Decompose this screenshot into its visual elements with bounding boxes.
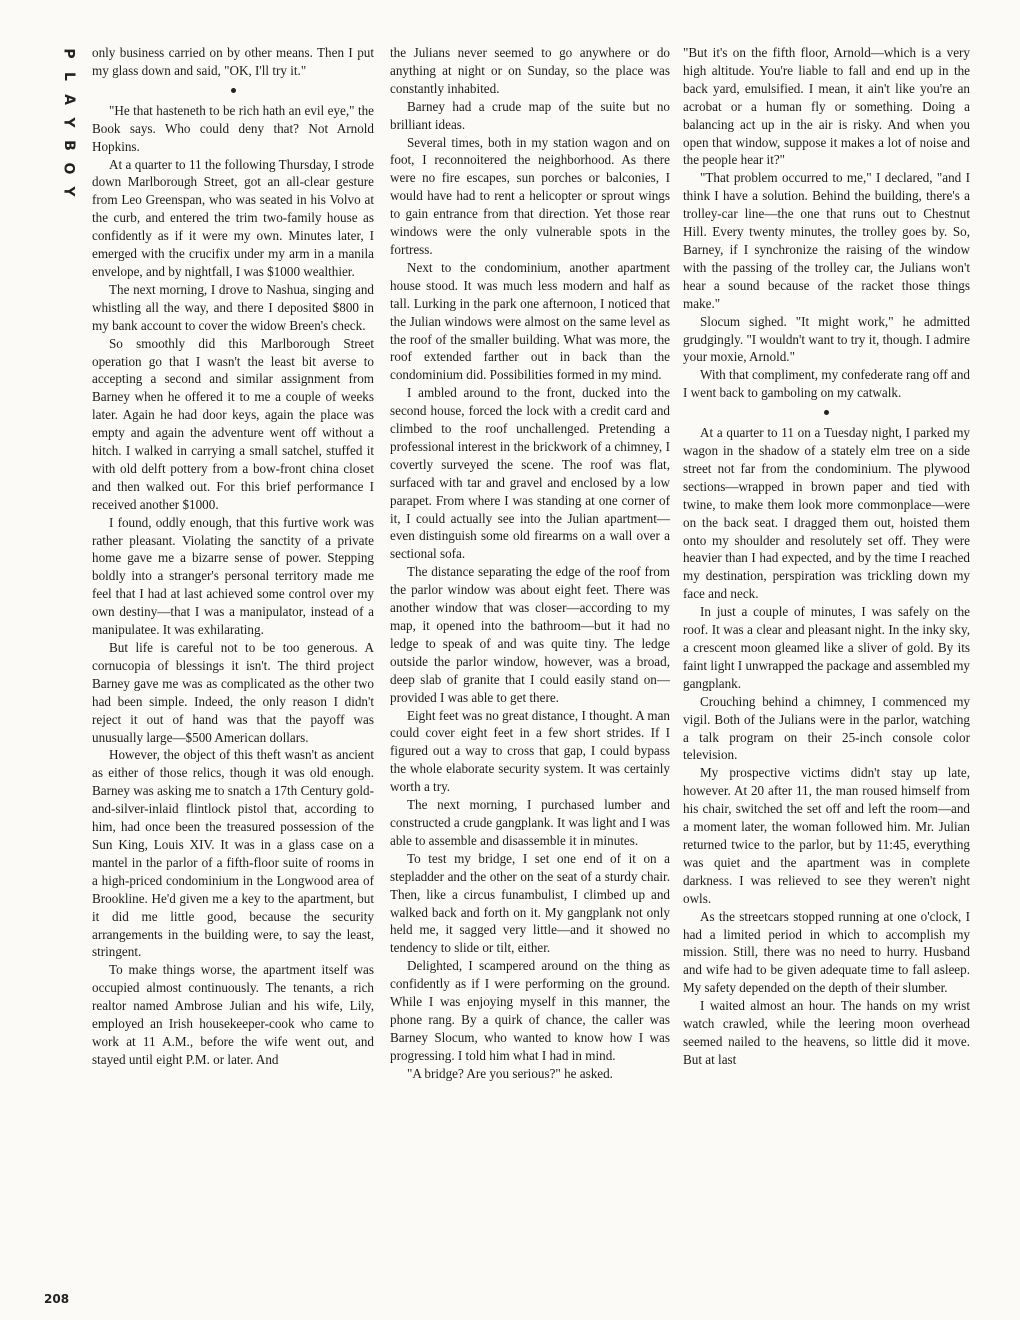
masthead-letter: Y <box>60 117 77 128</box>
paragraph: To test my bridge, I set one end of it on a stepladder and the other on the seat of a sturdy chair. Then, like a circus funambulist, I climbed up and walked back and forth on it. My gangplank not only held me, it sagged very little—and it showed no tendency to slide or tilt, either. <box>390 850 670 956</box>
paragraph: As the streetcars stopped running at one o'clock, I had a limited period in which to accomplish my mission. Still, there was no need to hurry. Husband and wife had to be given adequate time to fall asleep. My safety depended on the depth of their slumber. <box>683 908 970 996</box>
paragraph: Eight feet was no great distance, I thought. A man could cover eight feet in a few short strides. If I figured out a way to cross that gap, I could bypass the whole elaborate security system. It was certainly worth a try. <box>390 707 670 795</box>
paragraph: Slocum sighed. "It might work," he admitted grudgingly. "I wouldn't want to try it, though. I admire your moxie, Arnold." <box>683 313 970 365</box>
paragraph: "A bridge? Are you serious?" he asked. <box>407 1065 613 1081</box>
text-column-3 <box>683 44 970 1300</box>
paragraph: "But it's on the fifth floor, Arnold—which is a very high altitude. You're liable to fall and end up in the back yard, emulsified. I mean, it ain't like you're an acrobat or a human fly or something. Doing a balancing act up in the air is risky. And when you open that window, suppose it makes a lot of noise and the people hear it?" <box>683 45 970 168</box>
masthead-vertical <box>57 42 79 203</box>
masthead-letter: L <box>60 72 77 81</box>
paragraph: With that compliment, my confederate rang off and I went back to gamboling on my catwalk. <box>683 367 970 401</box>
section-break-bullet <box>92 80 374 102</box>
paragraph: Several times, both in my station wagon and on foot, I reconnoitered the neighborhood. As there were no fire escapes, sun porches or balconies, I would have had to rent a helicopter or sprout wings to gain entrance from that direction. Yet those rear windows were the only vulnerable spots in the fortress. <box>390 134 670 257</box>
paragraph: But life is careful not to be too generous. A cornucopia of blessings it isn't. The third project Barney gave me was as complicated as the other two had been simple. Indeed, the only reason I didn't reject it out of hand was that the payoff was unusually large—$500 American dollars. <box>92 640 374 745</box>
paragraph: In just a couple of minutes, I was safely on the roof. It was a clear and pleasant night. In the inky sky, a crescent moon gleamed like a sliver of gold. By its faint light I unwrapped the package and assembled my gangplank. <box>683 604 970 691</box>
section-break-bullet <box>683 402 970 424</box>
paragraph: The distance separating the edge of the roof from the parlor window was about eight feet. There was another window that was closer—according to my map, it opened into the bathroom—but it had no ledge to speak of and was quite tiny. The ledge outside the parlor window, however, was a broad, deep slab of granite that I could easily stand on—provided I was able to get there. <box>390 564 670 705</box>
paragraph: I ambled around to the front, ducked into the second house, forced the lock with a credit card and climbed to the roof unchallenged. Pretending a professional interest in the brickwork of a chimney, I covertly surveyed the scene. The roof was flat, surfaced with tar and gravel and enclosed by a low parapet. From where I was standing at one corner of it, I could actually see into the Julian apartment—even distinguish some old firearms on a wall over a sectional sofa. <box>390 385 670 562</box>
paragraph: To make things worse, the apartment itself was occupied almost continuously. The tenants, a rich realtor named Ambrose Julian and his wife, Lily, employed an Irish housekeeper-cook who came to work at 11 A.M., before the wife went out, and stayed until eight P.M. or later. And <box>92 962 374 1067</box>
paragraph: At a quarter to 11 the following Thursday, I strode down Marlborough Street, got an all-clear gesture from Leo Greenspan, who was seated in his Volvo at the curb, and entered the trim two-family house as confidently as if it were my own. Minutes later, I emerged with the crucifix under my arm in a manila envelope, and by nightfall, I was $1000 wealthier. <box>92 156 374 279</box>
paragraph: My prospective victims didn't stay up late, however. At 20 after 11, the man roused himself from his chair, switched the set off and left the room—and a moment later, the woman followed him. Mr. Julian returned twice to the parlor, but by 11:45, everything was quiet and the apartment was in complete darkness. I was relieved to see they weren't night owls. <box>683 765 970 906</box>
paragraph: the Julians never seemed to go anywhere or do anything at night or on Sunday, so the place was constantly inhabited. <box>390 45 670 96</box>
masthead-letter: Y <box>60 186 77 197</box>
paragraph: "That problem occurred to me," I declared, "and I think I have a solution. Behind the building, there's a trolley-car line—the one that runs out to Chestnut Hill. Every twenty minutes, the trolley goes by. So, Barney, if I synchronize the raising of the window with the passing of the trolley car, the Julians won't hear a sound because of the racket those things make." <box>683 170 970 311</box>
page-number: 208 <box>44 1292 70 1306</box>
paragraph: Crouching behind a chimney, I commenced my vigil. Both of the Julians were in the parlor, watching a talk program on their 25-inch console color television. <box>683 693 970 763</box>
paragraph: I waited almost an hour. The hands on my wrist watch crawled, while the leering moon overhead seemed nailed to the heavens, so little did it move. But at last <box>683 998 970 1067</box>
paragraph: "He that hasteneth to be rich hath an evil eye," the Book says. Who could deny that? Not Arnold Hopkins. <box>92 102 374 154</box>
paragraph: The next morning, I drove to Nashua, singing and whistling all the way, and there I deposited $800 in my bank account to cover the widow Breen's check. <box>92 281 374 333</box>
masthead-letter: A <box>60 94 77 105</box>
text-column-2 <box>390 44 670 1300</box>
paragraph: At a quarter to 11 on a Tuesday night, I parked my wagon in the shadow of a stately elm tree on a side street not far from the condominium. The plywood sections—wrapped in brown paper and tied with twine, to make them look more commonplace—were on the back seat. I dragged them out, hoisted them onto my shoulder and resolutely set off. They were heavier than I had expected, and by the time I reached my destination, perspiration was trickling down my face and neck. <box>683 425 970 602</box>
masthead-letter: P <box>60 48 77 59</box>
masthead-letter: O <box>60 162 77 175</box>
paragraph: So smoothly did this Marlborough Street operation go that I wasn't the least bit averse to accepting a second and similar assignment from Barney when he offered it to me a couple of weeks later. Again he had door keys, again the place was empty and again the adventure went off without a hitch. I walked in carrying a small satchel, stuffed it with old delft pottery from a bow-front china closet and then walked out. For this brief performance I received another $1000. <box>92 335 374 512</box>
paragraph: However, the object of this theft wasn't as ancient as either of those relics, though it was old enough. Barney was asking me to snatch a 17th Century gold-and-silver-inlaid flintlock pistol that, according to him, had once been the treasured possession of the Sun King, Louis XIV. It was in a glass case on a mantel in the parlor of a fifth-floor suite of rooms in a high-priced condominium in the Longwood area of Brookline. He'd given me a key to the apartment, but it did me little good, because the security arrangements in the building were, to say the least, stringent. <box>92 747 374 960</box>
paragraph: The next morning, I purchased lumber and constructed a crude gangplank. It was light and I was able to assemble and disassemble it in minutes. <box>390 797 670 848</box>
masthead-letter: B <box>60 140 77 151</box>
paragraph: only business carried on by other means. Then I put my glass down and said, "OK, I'll try it." <box>92 45 374 78</box>
text-column-1 <box>92 44 374 1300</box>
paragraph: Delighted, I scampered around on the thing as confidently as if I were performing on the ground. While I was enjoying myself in this manner, the phone rang. By a quirk of chance, the caller was Barney Slocum, who wanted to know how I was progressing. I told him what I had in mind. <box>390 958 670 1063</box>
paragraph: Barney had a crude map of the suite but no brilliant ideas. <box>390 98 670 132</box>
paragraph: I found, oddly enough, that this furtive work was rather pleasant. Violating the sanctity of a private home gave me a bizarre sense of power. Stepping boldly into a stranger's personal territory made me feel that I had at last achieved some control over my own destiny—that I was a manipulator, instead of a manipulatee. It was exhilarating. <box>92 514 374 638</box>
paragraph: Next to the condominium, another apartment house stood. It was much less modern and half as tall. Lurking in the park one afternoon, I noticed that the Julian windows were almost on the same level as the roof of the smaller building. What was more, the roof extended farther out in back than the condominium did. Possibilities formed in my mind. <box>390 259 670 383</box>
